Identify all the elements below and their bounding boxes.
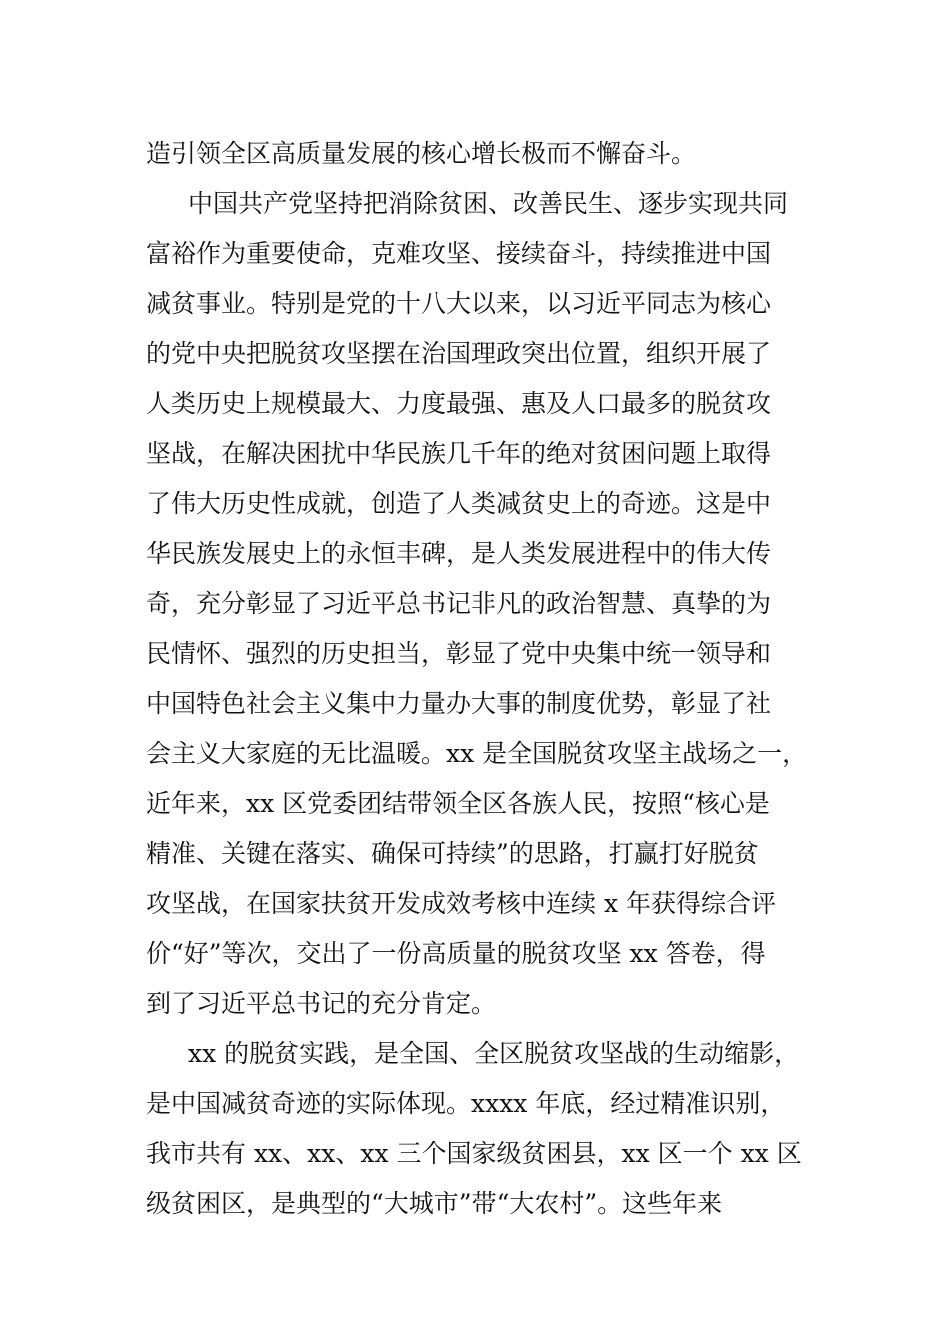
text-line: 人类历史上规模最大、力度最强、惠及人口最多的脱贫攻 (146, 389, 772, 418)
text-line: 民情怀、强烈的历史担当，彰显了党中央集中统一领导和 (146, 639, 772, 668)
text-line: 中国共产党坚持把消除贫困、改善民生、逐步实现共同 (188, 189, 789, 218)
text-line: 华民族发展史上的永恒丰碑，是人类发展进程中的伟大传 (146, 539, 772, 568)
text-line: 攻坚战，在国家扶贫开发成效考核中连续 x 年获得综合评 (146, 889, 776, 918)
document-body (146, 129, 826, 1229)
text-line: 近年来，xx 区党委团结带领全区各族人民，按照“核心是 (146, 789, 770, 818)
text-line: 的党中央把脱贫攻坚摆在治国理政突出位置，组织开展了 (146, 339, 772, 368)
text-line: 价“好”等次，交出了一份高质量的脱贫攻坚 xx 答卷，得 (146, 939, 766, 968)
text-line: 坚战，在解决困扰中华民族几千年的绝对贫困问题上取得 (146, 439, 772, 468)
text-line: 精准、关键在落实、确保可持续”的思路，打赢打好脱贫 (146, 839, 759, 868)
text-line: 我市共有 xx、xx、xx 三个国家级贫困县，xx 区一个 xx 区 (146, 1139, 802, 1168)
text-line: 会主义大家庭的无比温暖。xx 是全国脱贫攻坚主战场之一， (146, 739, 808, 768)
text-line: xx 的脱贫实践，是全国、全区脱贫攻坚战的生动缩影， (188, 1039, 800, 1068)
text-line: 到了习近平总书记的充分肯定。 (146, 989, 497, 1018)
text-line: 中国特色社会主义集中力量办大事的制度优势，彰显了社 (146, 689, 772, 718)
text-line: 了伟大历史性成就，创造了人类减贫史上的奇迹。这是中 (146, 489, 772, 518)
text-line: 奇，充分彰显了习近平总书记非凡的政治智慧、真挚的为 (146, 589, 772, 618)
text-line: 富裕作为重要使命，克难攻坚、接续奋斗，持续推进中国 (146, 239, 772, 268)
text-line: 造引领全区高质量发展的核心增长极而不懈奋斗。 (146, 139, 697, 168)
text-line: 级贫困区，是典型的“大城市”带“大农村”。这些年来 (146, 1189, 723, 1218)
text-line: 是中国减贫奇迹的实际体现。xxxx 年底，经过精准识别， (146, 1089, 786, 1118)
text-line: 减贫事业。特别是党的十八大以来，以习近平同志为核心 (146, 289, 772, 318)
